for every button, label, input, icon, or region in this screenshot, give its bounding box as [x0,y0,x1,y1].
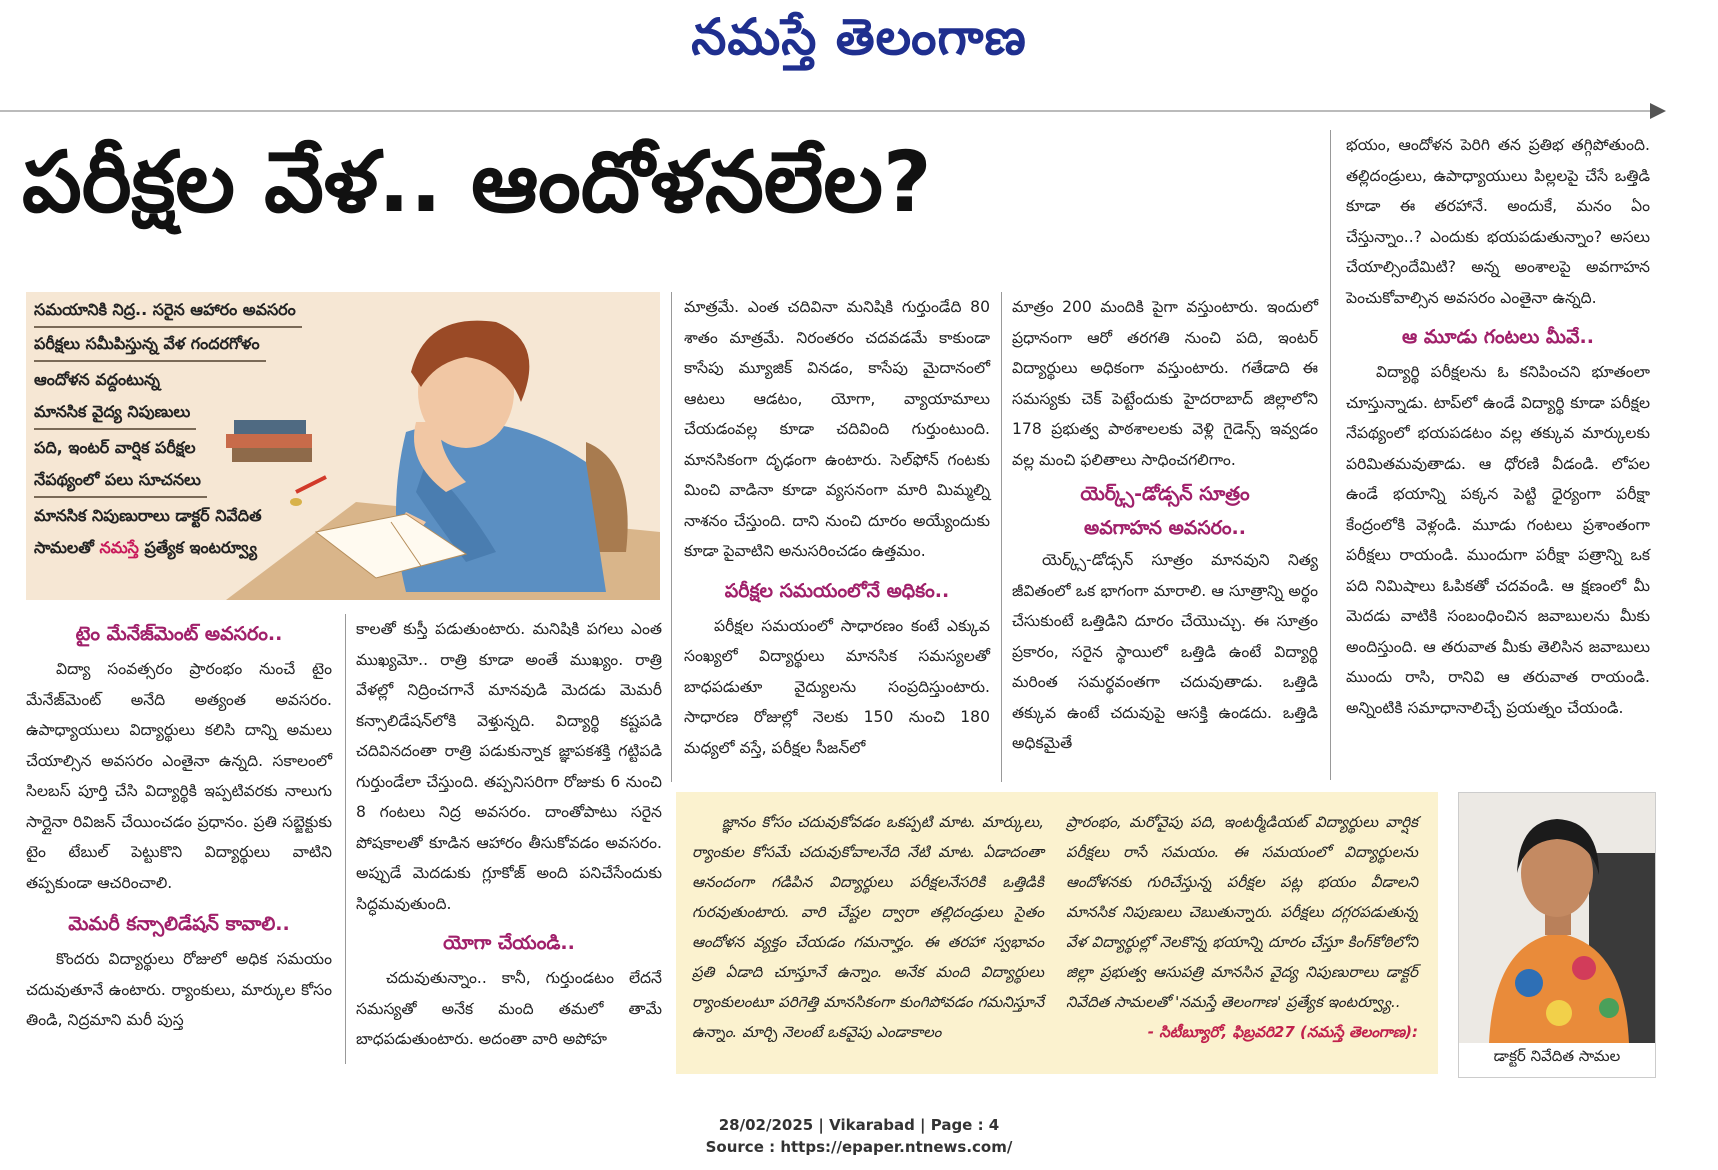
callout-namaste: నమస్తే [99,538,139,557]
col2-paragraph-1: కాలతో కుస్తీ పడుతుంటారు. మనిషికి పగలు ఎంత ముఖ్యమో.. రాత్రి కూడా అంతే ముఖ్యం. రాత్రి వేళల్లో నిద్రించగానే మానవుడి మెదడు మెమరీ కన్సాలిడేషన్‌లోకి వెళ్తున్నది. విద్యార్థి కష్టపడి చదివినదంతా రాత్రి పడుకున్నాక జ్ఞాపకశక్తి గట్టిపడి గుర్తుండేలా చేస్తుంది. తప్పనిసరిగా రోజుకు 6 నుంచి 8 గంటలు నిద్ర అవసరం. దాంతోపాటు సరైన పోషకాలతో కూడిన ఆహారం తీసుకోవడం అవసరం. అప్పుడే మెదడుకు గ్లూకోజ్ అంది పనిచేసేందుకు సిద్ధమవుతుంది. [356,620,662,913]
subhead-yerkes-dodson-2: అవగాహన అవసరం.. [1084,517,1246,539]
column-divider [1330,130,1331,780]
callout-exam-confusion: పరీక్షలు సమీపిస్తున్న వేళ గందరగోళం [34,328,266,362]
col3-paragraph-2: పరీక్షల సమయంలో సాధారణం కంటే ఎక్కువ సంఖ్యలో విద్యార్థులు మానసిక సమస్యలతో బాధపడుతూ వైద్యులను సంప్రదిస్తుంటారు. సాధారణ రోజుల్లో నెలకు 150 నుంచి 180 మధ్యలో వస్తే, పరీక్షల సీజన్‌లో [684,616,990,757]
doctor-portrait [1458,792,1656,1078]
hero-illustration [26,292,660,600]
portrait-caption: డాక్టర్ నివేదిత సామల [1493,1047,1621,1065]
column-3 [684,292,990,763]
callout-doctor: మానసిక నిపుణురాలు డాక్టర్ నివేదిత [34,506,262,525]
subhead-memory-consolidation: మెమరీ కన్సాలిడేషన్ కావాలి.. [68,913,290,935]
column-5 [1346,130,1650,723]
masthead-logo: నమస్తే తెలంగాణ [691,8,1027,66]
subhead-yerkes-dodson-1: యెర్క్స్-డోడ్సన్ సూత్రం [1080,483,1250,505]
footer-date-edition: 28/02/2025 | Vikarabad | Page : 4 [718,1116,1000,1134]
col4-paragraph-2: యెర్క్స్-డోడ్సన్ సూత్రం మానవుని నిత్య జీవితంలో ఒక భాగంగా మారాలి. ఆ సూత్రాన్ని అర్థం చేసుకుంటే ఒత్తిడిని దూరం చేయొచ్చు. ఈ సూత్రం ప్రకారం, సరైన స్థాయిలో ఒత్తిడి ఉంటే విద్యార్థి మరింత సమర్థవంతగా చదువుతాడు. ఒత్తిడి తక్కువ ఉంటే చదువుపై ఆసక్తి ఉండదు. ఒత్తిడి అధికమైతే [1012,551,1318,752]
subhead-do-yoga: యోగా చేయండి.. [443,932,575,954]
callout-experts: మానసిక వైద్య నిపుణులు [34,396,196,430]
masthead-rule [0,110,1660,112]
col1-paragraph-2: కొందరు విద్యార్థులు రోజులో అధిక సమయం చదువుతూనే ఉంటారు. ర్యాంకులు, మార్కుల కోసం తిండి, నిద్రమాని మరీ పుస్త [26,950,332,1029]
col4-paragraph-1: మాత్రం 200 మందికి పైగా వస్తుంటారు. ఇందులో ప్రధానంగా ఆరో తరగతి నుంచి పది, ఇంటర్ విద్యార్థులు అధికంగా వస్తుంటారు. గతేడాది ఈ సమస్యకు చెక్ పెట్టేందుకు హైదరాబాద్ జిల్లాలోని 178 ప్రభుత్వ పాఠశాలలకు వెళ్లి గైడెన్స్ ఇవ్వడం వల్ల మంచి ఫలితాలు సాధించగలిగాం. [1012,298,1318,469]
rule-arrow-icon [1650,103,1666,119]
intro-left-text: జ్ఞానం కోసం చదువుకోవడం ఒకప్పటి మాట. మార్కులు, ర్యాంకుల కోసమే చదువుకోవాలనేది నేటి మాట. ఏడాదంతా ఆనందంగా గడిపిన విద్యార్థులు పరీక్షలనేసరికి ఒత్తిడికి గురవుతుంటారు. వారి చేష్టల ద్వారా తల్లిదండ్రులు సైతం ఆందోళన వ్యక్తం చేయడం గమనార్హం. ఈ తరహా స్వభావం ప్రతి ఏడాది చూస్తూనే ఉన్నాం. అనేక మంది విద్యార్థులు ర్యాంకులంటూ పరిగెత్తి మానసికంగా కుంగిపోవడం గమనిస్తూనే ఉన్నాం. మార్చి నెలంటే ఒకవైపు ఎండాకాలం [692,813,1044,1041]
column-4 [1012,292,1318,759]
column-divider [1001,292,1002,782]
callout-sleep-food: సమయానికి నిద్ర.. సరైన ఆహారం అవసరం [34,294,302,328]
callout-tenth-inter: పది, ఇంటర్ వార్షిక పరీక్షల [34,438,196,457]
col3-paragraph-1: మాత్రమే. ఎంత చదివినా మనిషికి గుర్తుండేది 80 శాతం మాత్రమే. నిరంతరం చదవడమే కాకుండా కాసేపు మ్యూజిక్ వినడం, కాసేపు మైదానంలో ఆటలు ఆడటం, యోగా, వ్యాయామాలు చేయడంవల్ల కూడా చదివింది గుర్తుంటుంది. మానసికంగా దృఢంగా ఉంటారు. సెల్‌ఫోన్ గంటకు మించి వాడినా కూడా వ్యసనంగా మారి మిమ్మల్ని నాశనం చేస్తుంది. దాని నుంచి దూరం అయ్యేందుకు కూడా పైవాటిని అనుసరించడం ఉత్తమం. [684,298,990,560]
col1-paragraph-1: విద్యా సంవత్సరం ప్రారంభం నుంచే టైం మేనేజ్‌మెంట్ అనేది అత్యంత అవసరం. ఉపాధ్యాయులు విద్యార్థులు కలిసి దాన్ని అమలు చేయాల్సిన అవసరం ఎంతైనా ఉన్నది. సకాలంలో సిలబస్ పూర్తి చేసి విద్యార్థికి ఇప్పటివరకు నాలుగు సార్లైనా రివిజన్ చేయించడం ప్రధానం. ప్రతి సబ్జెక్టుకు టైం టేబుల్ పెట్టుకొని విద్యార్థులు వాటిని తప్పకుండా ఆచరించాలి. [26,660,332,892]
doctor-photo [1459,793,1655,1043]
subhead-three-hours: ఆ మూడు గంటలు మీవే.. [1402,326,1594,348]
callout-interview: ప్రత్యేక ఇంటర్వ్యూ [144,538,257,557]
callout-with-samala: సామలతో [34,538,94,557]
column-2 [356,614,662,1055]
intro-right-text: ప్రారంభం, మరోవైపు పది, ఇంటర్మీడియట్ విద్యార్థులు వార్షిక పరీక్షలు రాసే సమయం. ఈ సమయంలో విద్యార్థులను ఆందోళనకు గురిచేస్తున్న పరీక్షల పట్ల భయం వీడాలని మానసిక నిపుణులు చెబుతున్నారు. పరీక్షలు దగ్గరపడుతున్న వేళ విద్యార్థుల్లో నెలకొన్న భయాన్ని దూరం చేస్తూ కింగ్‌కోఠిలోని జిల్లా ప్రభుత్వ ఆసుపత్రి మానసిన వైద్య నిపుణురాలు డాక్టర్ నివేదిత సామలతో 'నమస్తే తెలంగాణ' ప్రత్యేక ఇంటర్వ్యూ.. [1066,813,1418,1011]
column-divider [671,292,672,782]
intro-box [676,792,1438,1074]
column-divider [345,614,346,1064]
subhead-more-during-exams: పరీక్షల సమయంలోనే అధికం.. [724,579,950,602]
column-1 [26,614,332,1036]
callout-suggestions: నేపథ్యంలో పలు సూచనలు [34,464,207,498]
footer-source-link[interactable]: Source : https://epaper.ntnews.com/ [705,1138,1013,1156]
col2-paragraph-2: చదువుతున్నాం.. కానీ, గుర్తుండటం లేదనే సమస్యతో అనేక మంది తమలో తామే బాధపడుతుంటారు. అదంతా వారి అపోహ [356,969,662,1048]
dateline: - సిటీబ్యూరో, ఫిబ్రవరి27 (నమస్తే తెలంగాణ): [1147,1023,1418,1041]
subhead-time-management: టైం మేనేజ్‌మెంట్ అవసరం.. [75,623,283,645]
col5-paragraph-2: విద్యార్థి పరీక్షలను ఓ కనిపించని భూతంలా చూస్తున్నాడు. టాప్‌లో ఉండే విద్యార్థి కూడా పరీక్షల నేపథ్యంలో భయపడటం వల్ల తక్కువ మార్కులకు పరిమితమవుతాడు. ఆ ధోరణి వీడండి. లోపల ఉండే భయాన్ని పక్కన పెట్టి ధైర్యంగా పరీక్షా కేంద్రంలోకి వెళ్లండి. మూడు గంటలు ప్రశాంతంగా పరీక్షలు రాయండి. ముందుగా పరీక్షా పత్రాన్ని ఒక పది నిమిషాలు ఓపికతో చదవండి. ఆ క్షణంలో మీ మెదడు వాటికి సంబంధించిన జవాబులను మీకు అందిస్తుంది. ఆ తరువాత మీకు తెలిసిన జవాబులు ముందు రాసి, రానివి ఆ తరువాత రాయండి. అన్నింటికి సమాధానాలిచ్చే ప్రయత్నం చేయండి. [1346,363,1650,717]
col5-paragraph-1: భయం, ఆందోళన పెరిగి తన ప్రతిభ తగ్గిపోతుంది. తల్లిదండ్రులు, ఉపాధ్యాయులు పిల్లలపై చేసే ఒత్తిడి కూడా ఈ తరహానే. అందుకే, మనం ఏం చేస్తున్నాం..? ఎందుకు భయపడుతున్నాం? అసలు చేయాల్సిందేమిటి? అన్న అంశాలపై అవగాహన పెంచుకోవాల్సిన అవసరం ఎంతైనా ఉన్నది. [1346,136,1650,307]
headline: పరీక్షల వేళ.. ఆందోళనలేల? [22,133,932,231]
callout-no-anxiety: ఆందోళన వద్దంటున్న [34,370,160,389]
